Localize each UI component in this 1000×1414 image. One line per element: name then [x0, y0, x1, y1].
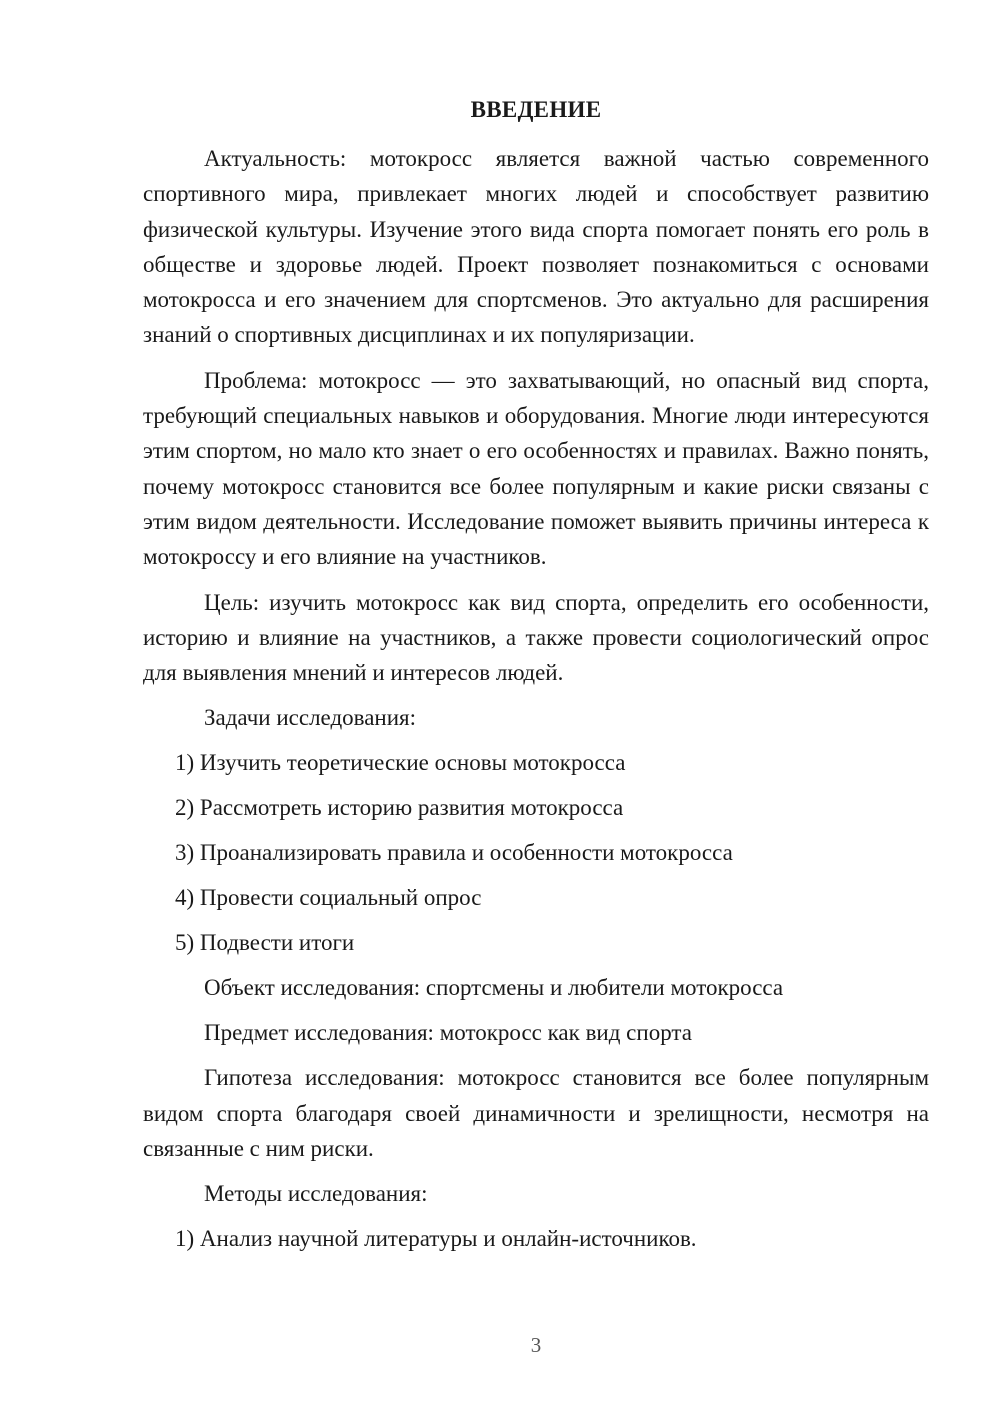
document-page: [143, 92, 929, 1266]
section-title: ВВЕДЕНИЕ: [470, 97, 602, 122]
methods-heading: Методы исследования:: [204, 1181, 428, 1207]
paragraph-problem: Проблема: мотокросс — это захватывающий, но опасный вид спорта, требующий специальных навыков и оборудования. Многие люди интересуются этим спортом, но мало кто знает о его особенностях и правилах. Важно понять, почему мотокросс становится все более популярным и какие риски связаны с этим видом деятельности. Исследование поможет выявить причины интереса к мотокроссу и его влияние на участников.: [143, 367, 929, 570]
page-number: 3: [530, 1333, 542, 1357]
research-object: Объект исследования: спортсмены и любители мотокросса: [204, 975, 784, 1001]
paragraph-hypothesis: Гипотеза исследования: мотокросс становится все более популярным видом спорта благодаря своей динамичности и зрелищности, несмотря на связанные с ним риски.: [143, 1065, 929, 1162]
research-subject: Предмет исследования: мотокросс как вид спорта: [204, 1020, 692, 1046]
task-item-4: 4) Провести социальный опрос: [175, 885, 482, 911]
task-item-2: 2) Рассмотреть историю развития мотокросса: [175, 795, 624, 821]
method-item-1: 1) Анализ научной литературы и онлайн-источников.: [175, 1226, 697, 1252]
task-item-1: 1) Изучить теоретические основы мотокросса: [175, 750, 626, 776]
tasks-heading: Задачи исследования:: [204, 705, 417, 731]
task-item-5: 5) Подвести итоги: [175, 930, 355, 956]
paragraph-goal: Цель: изучить мотокросс как вид спорта, определить его особенности, историю и влияние на участников, а также провести социологический опрос для выявления мнений и интересов людей.: [143, 589, 929, 686]
task-item-3: 3) Проанализировать правила и особенности мотокросса: [175, 840, 733, 866]
paragraph-relevance: Актуальность: мотокросс является важной частью современного спортивного мира, привлекает многих людей и способствует развитию физической культуры. Изучение этого вида спорта помогает понять его роль в обществе и здоровье людей. Проект позволяет познакомиться с основами мотокросса и его значением для спортсменов. Это актуально для расширения знаний о спортивных дисциплинах и их популяризации.: [143, 146, 929, 348]
